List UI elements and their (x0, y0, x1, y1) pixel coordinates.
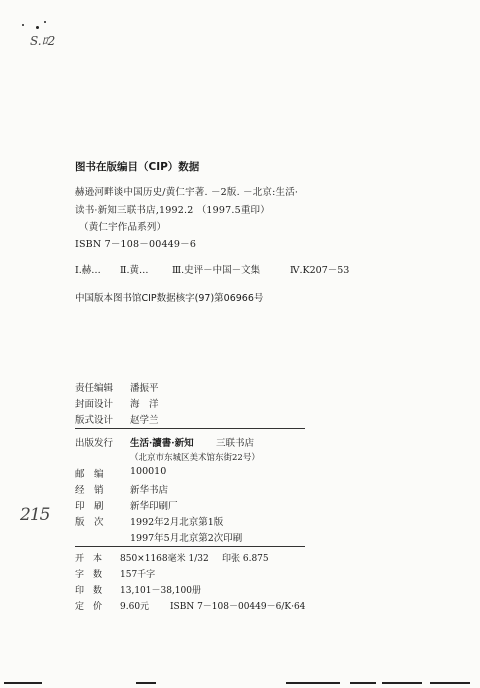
ink-speck (36, 26, 39, 29)
cip-subject-2: Ⅱ.黄… (120, 265, 149, 276)
spec-value: 13,101－38,100册 (120, 586, 201, 596)
cip-line-2: 读书·新知三联书店,1992.2 （1997.5重印） (75, 205, 270, 216)
staff-name: 赵学兰 (130, 415, 159, 426)
spec-key: 定 价 (75, 602, 103, 612)
pub-detail-value: 1992年2月北京第1版 (130, 517, 224, 528)
ink-speck (22, 24, 24, 26)
pub-detail-key: 邮 编 (75, 469, 104, 480)
divider-rule (75, 428, 305, 429)
spec-value: 850×1168毫米 1/32 (120, 554, 209, 564)
pub-detail-value: 新华书店 (130, 485, 169, 496)
pub-detail-value: 100010 (130, 466, 167, 477)
staff-role: 版式设计 (75, 415, 114, 426)
publisher-brand: 生活·讀書·新知 (130, 438, 194, 449)
cip-subject-1: Ⅰ.赫… (75, 265, 101, 276)
cip-line-4: ISBN 7－108－00449－6 (75, 239, 197, 250)
publisher-address: （北京市东城区美术馆东街22号） (130, 453, 260, 463)
spec-extra: ISBN 7－108－00449－6/K·64 (170, 602, 306, 612)
divider-rule (75, 546, 305, 547)
pub-detail-value: 新华印刷厂 (130, 501, 178, 512)
margin-scribble-left: 215 (20, 505, 50, 525)
cip-line-1: 赫逊河畔谈中国历史/黄仁宇著. －2版. －北京:生活· (75, 187, 299, 198)
scan-edge-mark (286, 682, 340, 684)
staff-role: 责任编辑 (75, 383, 114, 394)
scan-edge-mark (350, 682, 376, 684)
staff-name: 海 洋 (130, 399, 159, 410)
publisher-label: 出版发行 (75, 438, 114, 449)
cip-subject-3: Ⅲ.史评－中国－文集 (172, 265, 261, 276)
spec-value: 157千字 (120, 570, 156, 580)
cip-line-3: （黄仁宇作品系列） (79, 222, 167, 233)
cip-heading: 图书在版编目（CIP）数据 (75, 161, 200, 173)
spec-extra: 印张 6.875 (222, 554, 269, 564)
ink-speck (44, 21, 46, 23)
scan-edge-mark (4, 682, 42, 684)
pub-detail-key: 印 刷 (75, 501, 104, 512)
spec-key: 印 数 (75, 586, 103, 596)
staff-name: 潘振平 (130, 383, 159, 394)
margin-scribble-top: S.ﾛ2 (30, 34, 56, 48)
spec-value: 9.60元 (120, 602, 150, 612)
spec-key: 开 本 (75, 554, 103, 564)
cip-subject-4: Ⅳ.K207－53 (290, 265, 350, 276)
cip-number: 中国版本图书馆CIP数据核字(97)第06966号 (75, 293, 264, 304)
scan-edge-mark (382, 682, 422, 684)
pub-detail-value: 1997年5月北京第2次印刷 (130, 533, 243, 544)
publisher-name: 三联书店 (216, 438, 255, 449)
staff-role: 封面设计 (75, 399, 114, 410)
spec-key: 字 数 (75, 570, 103, 580)
scan-edge-mark (430, 682, 470, 684)
pub-detail-key: 经 销 (75, 485, 104, 496)
scan-edge-mark (136, 682, 156, 684)
pub-detail-key: 版 次 (75, 517, 104, 528)
